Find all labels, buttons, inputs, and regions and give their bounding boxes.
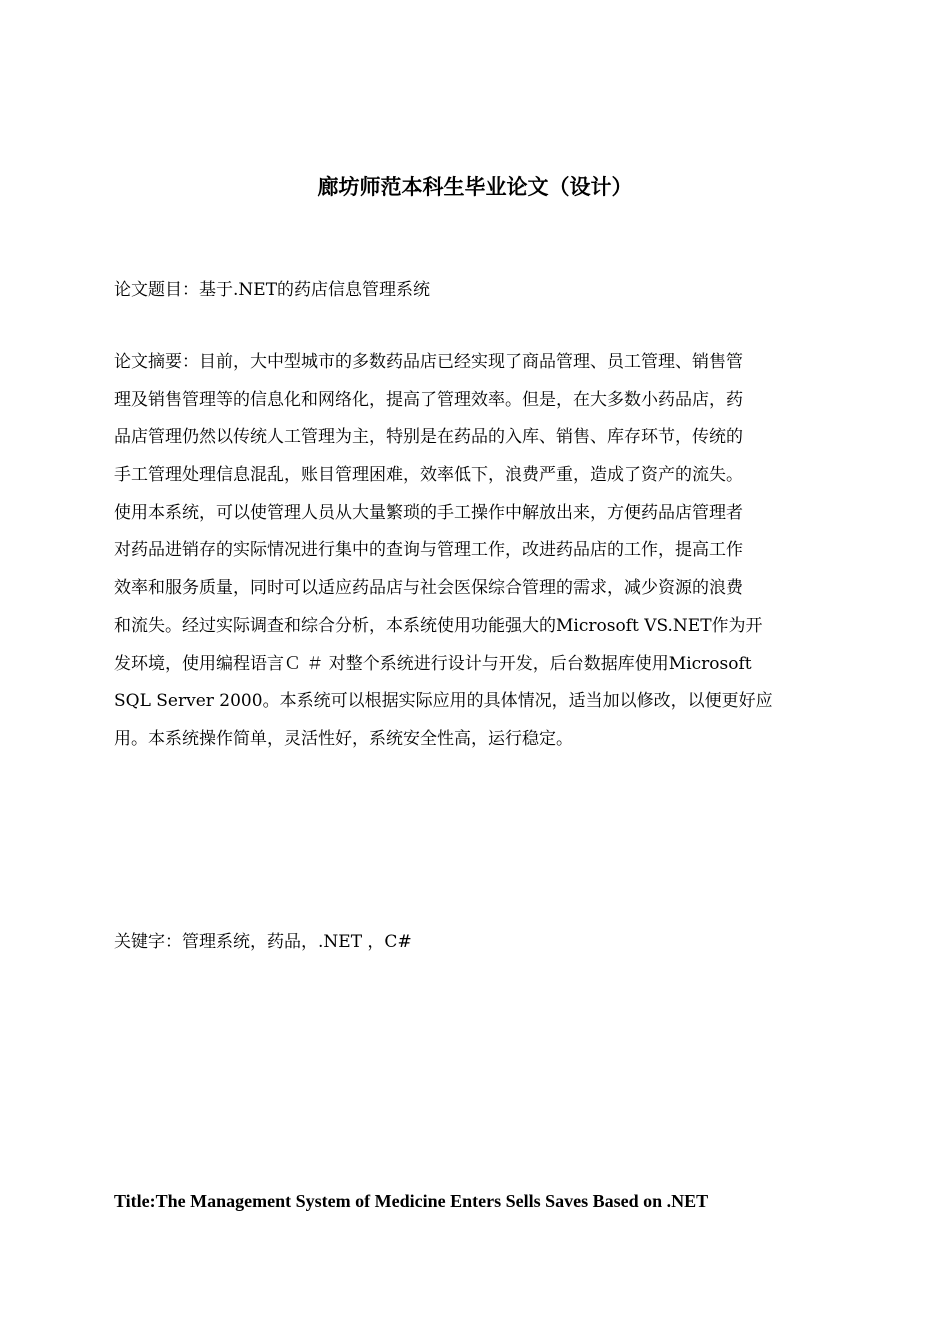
page-title: 廊坊师范本科生毕业论文（设计） bbox=[317, 175, 633, 199]
abstract-line bbox=[114, 344, 822, 382]
english-title: Title:The Management System of Medicine Enters Sells Saves Based on .NET bbox=[114, 1191, 709, 1211]
abstract-line: 对药品进销存的实际情况进行集中的查询与管理工作，改进药品店的工作，提高工作 bbox=[114, 540, 743, 561]
abstract-line: 用。本系统操作简单，灵活性好，系统安全性高，运行稳定。 bbox=[114, 728, 573, 749]
abstract-line: 使用本系统，可以使管理人员从大量繁琐的手工操作中解放出来，方便药品店管理者 bbox=[114, 502, 743, 523]
abstract-line: 理及销售管理等的信息化和网络化，提高了管理效率。但是，在大多数小药品店，药 bbox=[114, 389, 743, 410]
abstract-line: 手工管理处理信息混乱，账目管理困难，效率低下，浪费严重，造成了资产的流失。 bbox=[114, 465, 743, 486]
thesis-topic bbox=[114, 276, 834, 304]
abstract-line: 发环境，使用编程语言Ｃ ＃ 对整个系统进行设计与开发，后台数据库使用Microsoft bbox=[114, 653, 752, 674]
abstract-paragraph bbox=[114, 344, 822, 759]
abstract-label: 论文摘要： bbox=[114, 352, 199, 372]
abstract-line: SQL Server 2000。本系统可以根据实际应用的具体情况，适当加以修改，以便更好应 bbox=[114, 691, 773, 712]
thesis-topic-value: 基于.NET的药店信息管理系统 bbox=[199, 280, 431, 300]
thesis-topic-label: 论文题目： bbox=[114, 280, 199, 300]
abstract-text: 目前，大中型城市的多数药品店已经实现了商品管理、员工管理、销售管 bbox=[199, 352, 743, 372]
abstract-line: 品店管理仍然以传统人工管理为主，特别是在药品的入库、销售、库存环节，传统的 bbox=[114, 427, 743, 448]
keywords: 关键字：管理系统，药品，.NET ，C# bbox=[114, 932, 412, 952]
abstract-line: 和流失。经过实际调查和综合分析，本系统使用功能强大的Microsoft VS.NET作为开 bbox=[114, 615, 763, 636]
abstract-line: 效率和服务质量，同时可以适应药品店与社会医保综合管理的需求，减少资源的浪费 bbox=[114, 578, 743, 599]
